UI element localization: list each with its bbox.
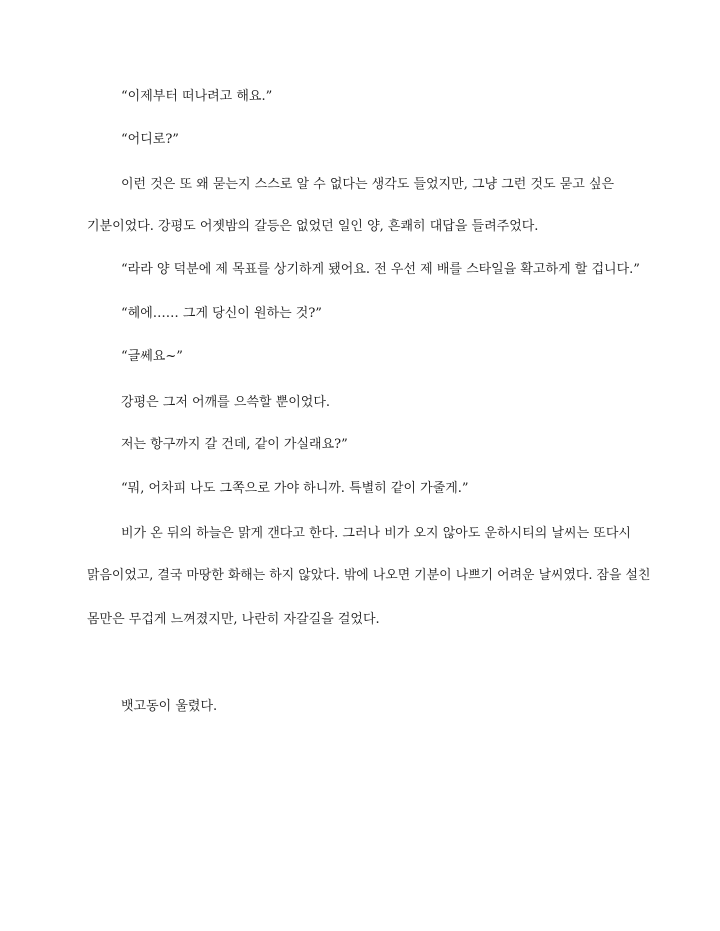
dialogue-line: “글쎄요~” bbox=[121, 349, 183, 364]
paragraph-line: 맑음이었고, 결국 마땅한 화해는 하지 않았다. 밖에 나오면 기분이 나쁘기 어려운 날씨였다. 잠을 설친 bbox=[87, 568, 651, 583]
paragraph-line: 강평은 그저 어깨를 으쓱할 뿐이었다. bbox=[121, 395, 331, 410]
paragraph-line: 몸만은 무겁게 느껴졌지만, 나란히 자갈길을 걸었다. bbox=[87, 612, 380, 627]
paragraph-line: 저는 항구까지 갈 건데, 같이 가실래요?” bbox=[121, 437, 348, 452]
dialogue-line: “라라 양 덕분에 제 목표를 상기하게 됐어요. 전 우선 제 배를 스타일을 확고하게 할 겁니다.” bbox=[121, 262, 640, 277]
dialogue-line: “어디로?” bbox=[121, 132, 179, 147]
dialogue-line: “뭐, 어차피 나도 그쪽으로 가야 하니까. 특별히 같이 가줄게.” bbox=[121, 481, 469, 496]
paragraph-line: 이런 것은 또 왜 묻는지 스스로 알 수 없다는 생각도 들었지만, 그냥 그런 것도 묻고 싶은 bbox=[121, 177, 615, 192]
dialogue-line: “이제부터 떠나려고 해요.” bbox=[121, 89, 273, 104]
dialogue-line: “헤에…… 그게 당신이 원하는 것?” bbox=[121, 306, 322, 321]
paragraph-line: 기분이었다. 강평도 어젯밤의 갈등은 없었던 일인 양, 흔쾌히 대답을 들려주었다. bbox=[87, 219, 539, 234]
paragraph-line: 뱃고동이 울렸다. bbox=[121, 699, 218, 714]
paragraph-line: 비가 온 뒤의 하늘은 맑게 갠다고 한다. 그러나 비가 오지 않아도 운하시티의 날씨는 또다시 bbox=[121, 526, 631, 541]
